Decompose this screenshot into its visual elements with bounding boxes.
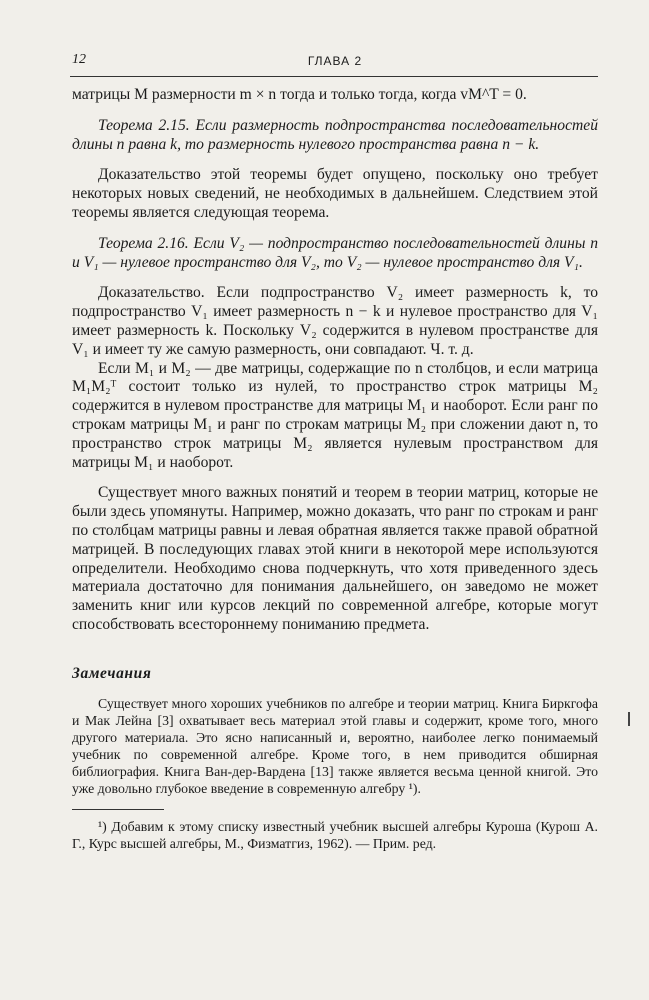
margin-mark [628, 712, 630, 726]
theorem-2-15: Теорема 2.15. Если размерность подпространства последовательностей длины n равна k, то размерность нулевого пространства равна n − k. [72, 116, 598, 153]
remarks-text: Существует много хороших учебников по алгебре и теории матриц. Книга Биркгофа и Мак Лейна [3] охватывает весь материал этой главы и содержит, кроме того, много другого материала. Это ясно написанный и, вероятно, наиболее легко понимаемый учебник по современной алгебре. Кроме того, в нем приводится обширная библиография. Книга Ван-дер-Вардена [13] также является весьма ценной книгой. Это уже довольно глубокое введение в современную алгебру ¹). [72, 695, 598, 796]
paragraph-continuation: матрицы M размерности m × n тогда и только тогда, когда vM^T = 0. [72, 86, 527, 103]
running-header [72, 52, 598, 72]
chapter-title: ГЛАВА 2 [307, 54, 363, 68]
page-number: 12 [72, 52, 86, 67]
proof-omitted-paragraph: Доказательство этой теоремы будет опущено, поскольку оно требует некоторых новых сведений, не необходимых в дальнейшем. Следствием этой теоремы является следующая теорема. [72, 166, 598, 221]
theorem-2-16: Теорема 2.16. Если V₂ — подпространство последовательностей длины n и V₁ — нулевое пространство для V₂, то V₂ — нулевое пространство для V₁. [72, 234, 598, 271]
remarks-heading: Замечания [72, 664, 152, 682]
paragraph-matrices: Если M₁ и M₂ — две матрицы, содержащие по n столбцов, и если матрица M₁M₂ᵀ состоит только из нулей, то пространство строк матрицы M₂ содержится в нулевом пространстве для матрицы M₁ и наоборот. Если ранг по строкам матрицы M₁ и ранг по строкам матрицы M₂ при сложении дают n, то пространство строк матрицы M₂ является нулевым пространством для матрицы M₁ и наоборот. [72, 359, 598, 471]
page-body [72, 86, 598, 852]
paragraph-concepts: Существует много важных понятий и теорем в теории матриц, которые не были здесь упомянуты. Например, можно доказать, что ранг по строкам и ранг по столбцам матрицы равны и левая обратная является также правой обратной матрицей. В последующих главах этой книги в некоторой мере используются определители. Необходимо снова подчеркнуть, что хотя приведенного здесь материала достаточно для понимания дальнейшего, он заведомо не может заменить книг или курсов лекций по современной алгебре, которые могут способствовать всестороннему пониманию предмета. [72, 484, 598, 633]
footnote: ¹) Добавим к этому списку известный учебник высшей алгебры Куроша (Курош А. Г., Курс высшей алгебры, М., Физматгиз, 1962). — Прим. ред. [72, 818, 598, 851]
proof-2-16: Доказательство. Если подпространство V₂ имеет размерность k, то подпространство V₁ имеет размерность n − k и нулевое пространство для V₁ имеет размерность k. Поскольку V₂ содержится в нулевом пространстве для V₁ и имеет ту же самую размерность, они совпадают. Ч. т. д. [72, 284, 598, 358]
footnote-rule [72, 809, 164, 810]
header-rule [70, 76, 598, 77]
